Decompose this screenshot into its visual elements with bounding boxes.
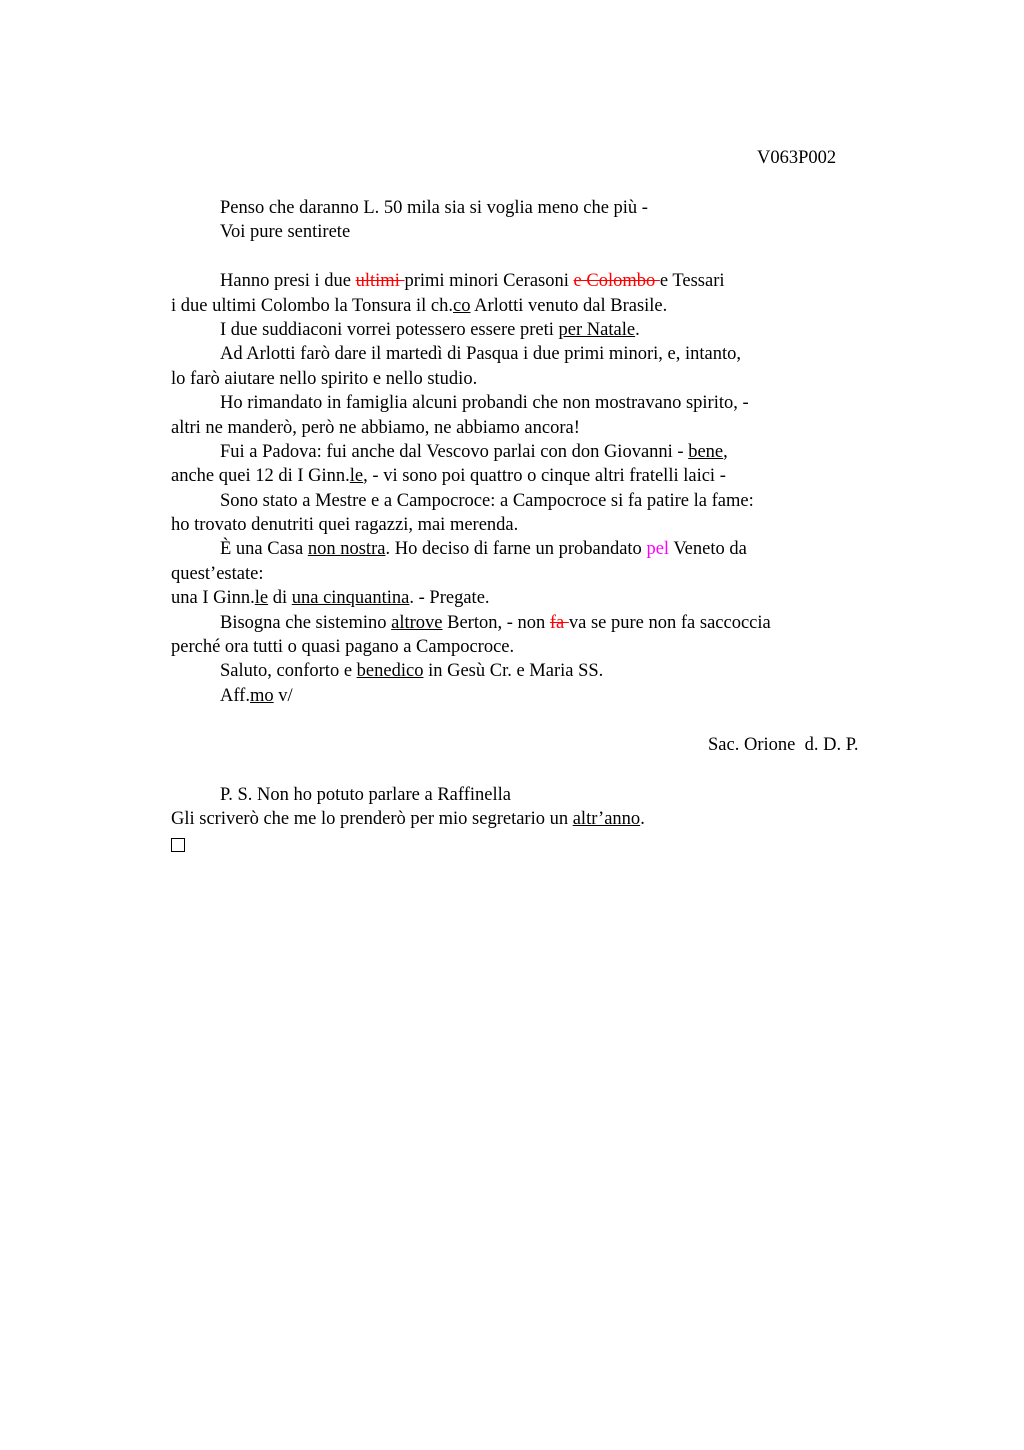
postscript — [171, 783, 645, 856]
text-run: i due ultimi Colombo la Tonsura il ch. — [171, 295, 454, 316]
letter-body — [171, 196, 871, 708]
deleted-text: ultimi — [355, 271, 405, 292]
underlined-text: mo — [249, 685, 274, 706]
paragraph-line: Sono stato a Mestre e a Campocroce: a Campocroce si fa patire la fame: — [220, 490, 754, 511]
text-run: di — [268, 588, 292, 609]
paragraph-line: Ho rimandato in famiglia alcuni probandi che non mostravano spirito, - — [220, 393, 749, 414]
underlined-text: le — [254, 588, 269, 609]
text-run: Gli scriverò che me lo prenderò per mio segretario un — [171, 809, 573, 830]
paragraph-line — [171, 269, 871, 293]
underlined-text: per Natale — [558, 319, 636, 340]
paragraph-line: lo farò aiutare nello spirito e nello studio. — [171, 368, 478, 389]
text-run: primi minori Cerasoni — [404, 271, 574, 292]
underlined-text: altr’anno — [572, 809, 641, 830]
text-run: Berton, - non — [442, 612, 550, 633]
text-run: anche quei 12 di I Ginn. — [171, 466, 350, 487]
paragraph-line: Penso che daranno L. 50 mila sia si voglia meno che più - — [220, 198, 648, 218]
paragraph-line — [171, 318, 871, 342]
text-run: va se pure non fa saccoccia — [568, 612, 771, 633]
paragraph-line — [171, 611, 871, 635]
underlined-text: co — [453, 295, 471, 316]
text-run: una I Ginn. — [171, 588, 255, 609]
paragraph-line — [171, 464, 871, 488]
document-reference: V063P002 — [757, 148, 837, 168]
paragraph-line: Ad Arlotti farò dare il martedì di Pasqua i due primi minori, e, intanto, — [220, 344, 741, 365]
text-run: . - Pregate. — [409, 588, 490, 609]
paragraph-line — [171, 537, 871, 561]
paragraph-line — [171, 807, 645, 831]
text-run: , — [723, 441, 728, 462]
text-run: Arlotti venuto dal Brasile. — [470, 295, 668, 316]
text-run: . — [640, 809, 645, 830]
paragraph-line — [171, 832, 645, 856]
deleted-text: e Colombo — [573, 271, 660, 292]
paragraph-line — [171, 294, 871, 318]
underlined-text: una cinquantina — [291, 588, 410, 609]
underlined-text: le — [349, 466, 364, 487]
text-run: Veneto da — [669, 539, 747, 560]
text-run: Bisogna che sistemino — [220, 612, 392, 633]
underlined-text: non nostra — [307, 539, 386, 560]
text-run: I due suddiaconi vorrei potessero essere preti — [220, 319, 559, 340]
text-run: Fui a Padova: fui anche dal Vescovo parlai con don Giovanni - — [220, 441, 689, 462]
underlined-text: benedico — [356, 661, 424, 682]
paragraph-line — [171, 684, 871, 708]
paragraph-line — [171, 440, 871, 464]
paragraph-line: P. S. Non ho potuto parlare a Raffinella — [220, 785, 511, 805]
text-run: v/ — [273, 685, 293, 706]
text-run: Aff. — [220, 685, 250, 706]
text-run: , - vi sono poi quattro o cinque altri fratelli laici - — [363, 466, 726, 487]
paragraph-line: Voi pure sentirete — [220, 222, 351, 243]
underlined-text: altrove — [391, 612, 443, 633]
square-icon — [171, 838, 185, 852]
text-run: e Tessari — [659, 271, 725, 292]
text-run: in Gesù Cr. e Maria SS. — [423, 661, 604, 682]
text-run: . — [635, 319, 640, 340]
text-run: Hanno presi i due — [220, 271, 356, 292]
deleted-text: fa — [549, 612, 569, 633]
paragraph-line: perché ora tutti o quasi pagano a Campocroce. — [171, 637, 515, 658]
paragraph-line: quest’estate: — [171, 563, 264, 584]
text-run: È una Casa — [220, 539, 308, 560]
paragraph-line: ho trovato denutriti quei ragazzi, mai merenda. — [171, 515, 519, 536]
paragraph-line: altri ne manderò, però ne abbiamo, ne abbiamo ancora! — [171, 417, 580, 438]
underlined-text: bene — [688, 441, 724, 462]
highlighted-text: pel — [646, 539, 670, 560]
blank-line — [171, 245, 871, 269]
signature: Sac. Orione d. D. P. — [708, 735, 859, 755]
paragraph-line — [171, 586, 871, 610]
paragraph-line — [171, 659, 871, 683]
text-run: Saluto, conforto e — [220, 661, 357, 682]
text-run: . Ho deciso di farne un probandato — [385, 539, 647, 560]
